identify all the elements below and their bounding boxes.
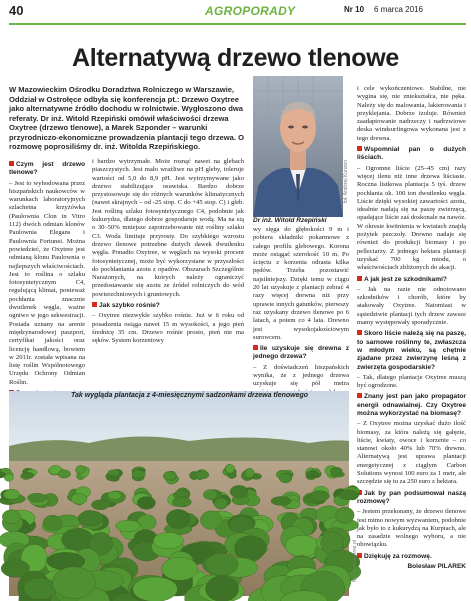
leaf-shape [108, 470, 120, 476]
leaf-shape [162, 557, 198, 580]
plantation-caption: Tak wygląda plantacja z 4-miesięcznymi sadzonkami drzewa tlenowego [71, 392, 309, 399]
question-marker-icon [357, 330, 362, 335]
interview-answer: – Jestem przekonany, że drzewo tlenowe jest mimo nowym wyzwaniem, podobnie jak było to z kukurydzą na Kurpiach, ale na zasadzie wolnego wyboru, a nie obowiązku. [357, 508, 466, 549]
issue-number: Nr 10 [344, 5, 365, 14]
interview-answer: – Jest to wyhodowana przez hiszpańskich naukowców w warunkach laboratoryjnych szlachetna krzyżówka (Paulownia Clon in Vitro 112) dwóch odmian klonów Paulownia Elegans i Paulownia Fortunei. Można powiedzieć, że Oxytree jest odmianą klonu Paulownia o najlepszych właściwościach. Jest to roślina o szlaku fotosyntetycznym C4, regulującą klimat, ponieważ pochłania znacznie dwutlenek węgla, ważne ogniwo w jego sekwestracji. Posiada uznany na arenie międzynarodowej paszport, certyfikat jakości oraz licencję handlową, bowiem w 2011r. została wpisana na listę roślin Wspólnotowego Urzędu Ochrony Odmian Roślin. [9, 179, 85, 386]
interview-question [357, 330, 466, 371]
interview-question [92, 302, 244, 310]
portrait-caption: Dr inż. Witold Rzepiński [253, 217, 327, 224]
leaf-shape [285, 535, 319, 557]
question-text: A jak jest ze szkodnikami? [364, 275, 447, 283]
question-marker-icon [9, 161, 14, 166]
column-4 [357, 85, 466, 597]
leaf-shape [235, 536, 267, 560]
leaf-shape [306, 470, 318, 478]
leaf-shape [22, 472, 34, 478]
header-rule [9, 23, 466, 25]
interview-question [357, 553, 466, 561]
leaf-shape [4, 489, 20, 499]
column-2 [92, 158, 244, 386]
interview-answer: – Tak, dlatego plantacje Oxytree muszą być ogrodzone. [357, 373, 466, 390]
leaf-shape [205, 576, 238, 601]
leaf-shape [271, 496, 291, 505]
column-3 [253, 226, 349, 386]
interview-answer: wy sięga do głębokości 9 m i pobiera składniki pokarmowe z całego profilu glebowego. Korona może osiągać szerokość 10 m. Po ścięciu z korzenia odrasta kilka pędów. Trzeba pozostawić najsilniejszy. Dzięki temu w ciągu 20 lat uzyskuje z plantacji zebrać 4 razy więcej drewna niż przy uprawie innych gatunków, pierwszy raz uzyskany drzewo tlenowe po 6 latach, a potem co 4 lata. Drewno jest wysokojakościowym surowcem. [253, 226, 349, 341]
leaf-shape [203, 490, 217, 500]
question-text: Dziękuję za rozmowę. [364, 552, 432, 560]
question-marker-icon [357, 146, 362, 151]
question-text: Jak by pan podsumował naszą rozmowę? [357, 489, 466, 505]
article-title: Alternatywą drzewo tlenowe [72, 44, 399, 72]
leaf-shape [24, 578, 57, 600]
interview-answer: – Oxytree niezwykle szybko rośnie. Już w 6 roku od posadzenia osiąga nawet 15 m wysokości, a jego pień średnicę 35 cm. Drzewo rośnie prosto, pień nie ma sęków. System korzeniowy [92, 312, 244, 345]
leaf-shape [330, 467, 342, 474]
leaf-shape [2, 510, 20, 524]
interview-question [9, 161, 85, 178]
leaf-shape [132, 470, 145, 478]
leaf-shape [166, 509, 190, 528]
question-text: Znany jest pan jako propagator energii odnawialnej. Czy Oxytree można wykorzystać na biomasę? [357, 393, 466, 417]
leaf-shape [245, 468, 254, 477]
plantation-photo [9, 391, 349, 596]
leaf-shape [279, 473, 292, 482]
question-text: Skoro liście należą się na paszę, to sarnowe roślinny te, zwłaszcza w młodym wieku, są chętnie zjadane przez zwierzynę leśną z zwierzęta gospodarskie? [357, 330, 466, 371]
question-marker-icon [92, 302, 97, 307]
column-1 [9, 158, 85, 386]
question-text: Jak szybko rośnie? [99, 302, 160, 310]
leaf-shape [172, 497, 191, 507]
leaf-shape [200, 511, 222, 530]
leaf-shape [62, 528, 94, 550]
leaf-shape [58, 470, 71, 478]
leaf-shape [76, 465, 85, 474]
leaf-shape [52, 567, 95, 599]
question-marker-icon [357, 393, 362, 398]
leaf-shape [338, 490, 358, 499]
leaf-shape [164, 471, 177, 480]
interview-question [357, 276, 466, 284]
question-marker-icon [357, 276, 362, 281]
leaf-shape [108, 491, 122, 499]
leaf-shape [195, 471, 208, 479]
interview-answer: – Z Oxytree można uzyskać dużo ilość biomasy, za która należą się gałęzie, liście, kwiaty, owoce i korzenie – co stanowi około 40% lub 70% drewno. Alternatywą jest uprawa plantacji energetycznej z ciągłym Carbon Solutions wynosi 100 euro za 1 metr, ale szczędzie się tu za 250 euro z hektara. [357, 420, 466, 486]
interview-answer: – Ogromne liście (25–45 cm) razy więcej tlenu niż inne drzewa liściaste. Roczna listkowa plantacja 5 tyś. drzew pochłania ok. 100 ton dwutlenku węgla. Liście dzięki wysokiej zawartości azotu, idealnie nadają się na paszę zwierzęcą, opadające liście zaś doskonale na nawóz. W okresie kwitnienia w kwiatach znajdą pożytek pszczoły. Drewno nadaje się również do produkcji biomasy i po pelleciarzy. Z jednego hektara plantacji uzyskać 700 kg miodu, o właściwościach zbliżonych do akacji. [357, 164, 466, 272]
interview-answer: i cele wykończeniowe. Stabilne, nie wygina się, nie zniekształca, nie pęka. Należy się do malowania, lakierowania i przyklejania. Dobrze izoluje. Również zaadaptowanie nadrzeczy i nadrzwiowe deska windsurfingowa wykonana jest z tego drewna. [357, 85, 466, 142]
page-header [0, 0, 471, 36]
interview-question [357, 393, 466, 418]
page-number: 40 [9, 3, 24, 18]
leaf-shape [78, 511, 103, 526]
interview-answer: – Z doświadczeń hiszpańskich wynika, że z jednego drzewa uzyskuje się pół metra [253, 363, 349, 388]
question-text: Ile uzyskuje się drewna z jednego drzewa? [253, 345, 349, 361]
leaf-shape [153, 532, 183, 548]
leaf-shape [4, 474, 13, 481]
leaf-shape [137, 497, 155, 510]
article-lead: W Mazowieckim Ośrodku Doradztwa Rolniczego w Warszawie, Oddział w Ostrołęce odbyła się konferencja pt.: Drzewo Oxytree jako alternatywne źródło dochodu w rolnictwie. Wygłoszono dwa referaty. Dr inż. Witold Rzepiński omówił właściwości drzewa Oxytree (drzewo tlenowe), a Marek Szponder – warunki przyrodniczo-ekonomiczne prowadzenia plantacji tego drzewa. O rozmowę poprosiliśmy dr. inż. Witolda Rzepińskiego. [9, 85, 245, 151]
leaf-shape [27, 493, 46, 502]
portrait-photo [253, 76, 343, 217]
leaf-shape [230, 485, 248, 498]
interview-answer: – Jak na razie nie odnotowano szkodników i chorób, które by atakowały Oxytree. Natomiast w sąsiedztwie plantacji tych drzew zawsze mamy występowały sporadycznie. [357, 285, 466, 327]
question-text: Wspomniał pan o dużych liściach. [357, 146, 466, 162]
leaf-shape [205, 553, 238, 575]
portrait-credit: fot. Andrzej Kunzen [343, 160, 349, 204]
leaf-shape [116, 520, 140, 532]
article-author: Bolesław PILAREK [407, 563, 466, 571]
leaf-shape [91, 500, 109, 510]
leaf-shape [226, 464, 235, 473]
interview-question [357, 146, 466, 163]
leaf-shape [133, 577, 178, 601]
plantation-credit: fot. www.oxytree.pl [352, 540, 358, 582]
leaf-shape [336, 507, 354, 523]
interview-answer: i bardzo wytrzymałe. Może rosnąć nawet na glebach piaszczystych. Jest mało wrażliwe na pH gleby, toleruje wartości od 5,0 do 8,9 pH. Jest wytrzymywane jako drzewo stabilizujące osuwiska. Bardzo dobrze przystosowuje się do różnych warunków klimatycznych (nawet skrajnych – od -25 stop. C do +45 stop. C) i gleb. Jest rośliną szlaku fotosyntetycznego C4, podobnie jak kukurydza, dlatego dobrze gospodaruje wodą. Ma na sią o 30–50% mniejsze zapotrzebowanie niż rośliny szlaku C3. Woda limituje przyrosty. Do szybkiego wzrostu drzewo tlenowe potrzebne dużych dawek dwutlenku węgla. Ponadto Oxytree, w węglach na wysoki procent fotosyntetycznej, może być wykorzystane w przyszłości do pochłaniania azotu z opadów. Obszarach Szczególnie Narażonych, na których należy ograniczyć przedostawanie się azotu ze źródeł rolniczych do wód powierzchniowych i gruntowych. [92, 158, 244, 298]
leaf-shape [43, 515, 62, 530]
question-text: Czym jest drzewo tlenowe? [9, 161, 85, 177]
question-marker-icon [253, 345, 258, 350]
interview-question [253, 345, 349, 362]
interview-question [357, 490, 466, 507]
leaf-shape [71, 493, 87, 504]
leaf-shape [310, 491, 329, 502]
issue-date: 6 marca 2016 [374, 5, 423, 14]
section-title: AGROPORADY [205, 4, 296, 18]
